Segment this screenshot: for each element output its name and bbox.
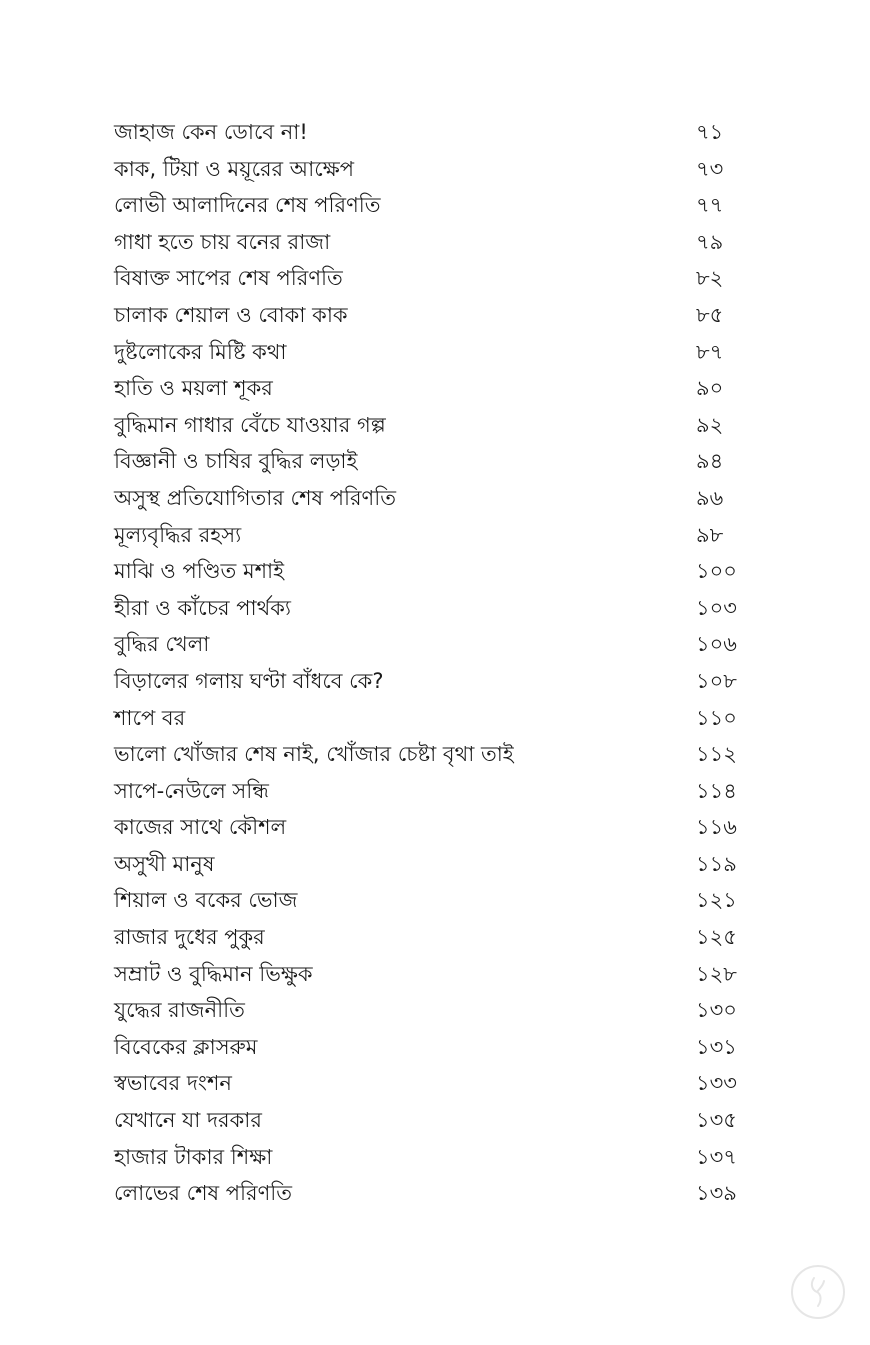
- toc-entry-page: ৯২: [696, 412, 724, 437]
- toc-entry-page: ১৩৯: [696, 1181, 737, 1206]
- toc-entry: [114, 334, 754, 371]
- toc-entry: [114, 736, 754, 773]
- toc-entry-title: জাহাজ কেন ডোবে না!: [114, 120, 308, 144]
- toc-entry: [114, 992, 754, 1029]
- toc-entry-title: শাপে বর: [114, 705, 186, 730]
- toc-entry-page: ৮৭: [696, 339, 724, 364]
- toc-entry: [114, 370, 754, 407]
- toc-entry: [114, 517, 754, 554]
- toc-entry: [114, 480, 754, 517]
- toc-entry-page: ৮৫: [696, 302, 724, 327]
- toc-entry-page: ১১৯: [696, 851, 737, 876]
- toc-entry: [114, 1029, 754, 1066]
- toc-entry: [114, 297, 754, 334]
- toc-entry: [114, 187, 754, 224]
- toc-entry-page: ১১৪: [696, 778, 737, 803]
- toc-entry-title: স্বভাবের দংশন: [114, 1071, 232, 1096]
- toc-entry-title: হীরা ও কাঁচের পার্থক্য: [114, 595, 291, 620]
- toc-entry: [114, 1102, 754, 1139]
- toc-entry-page: ১৩৭: [696, 1144, 737, 1169]
- toc-entry-title: লোভী আলাদিনের শেষ পরিণতি: [114, 193, 381, 218]
- toc-entry-page: ৯৬: [696, 485, 724, 510]
- toc-entry: [114, 553, 754, 590]
- toc-entry-page: ১১৬: [696, 815, 737, 840]
- toc-entry-title: বুদ্ধির খেলা: [114, 632, 210, 657]
- toc-entry-title: দুষ্টলোকের মিষ্টি কথা: [114, 339, 287, 364]
- toc-entry-page: ১২৮: [696, 961, 737, 986]
- publisher-logo-icon: [790, 1264, 846, 1320]
- toc-entry-title: হাতি ও ময়লা শূকর: [114, 376, 273, 401]
- toc-entry: [114, 773, 754, 810]
- toc-entry-page: ১৩১: [696, 1034, 737, 1059]
- toc-entry-title: বিষাক্ত সাপের শেষ পরিণতি: [114, 266, 343, 291]
- toc-entry-title: রাজার দুধের পুকুর: [114, 925, 265, 950]
- toc-entry: [114, 260, 754, 297]
- toc-entry-page: ৭৯: [696, 229, 724, 254]
- toc-entry: [114, 700, 754, 737]
- toc-entry-title: গাধা হতে চায় বনের রাজা: [114, 229, 331, 254]
- toc-entry-page: ১০৩: [696, 595, 737, 620]
- toc-entry: [114, 1139, 754, 1176]
- toc-entry-page: ১১২: [696, 742, 737, 767]
- toc-entry-page: ১০৬: [696, 632, 737, 657]
- toc-entry: [114, 626, 754, 663]
- toc-entry-title: লোভের শেষ পরিণতি: [114, 1181, 293, 1206]
- toc-entry-page: ১৩৫: [696, 1108, 737, 1133]
- toc-entry-page: ৮২: [696, 266, 724, 291]
- toc-entry-page: ১৩০: [696, 998, 737, 1023]
- toc-entry-page: ১২১: [696, 888, 737, 913]
- toc-entry: [114, 846, 754, 883]
- toc-entry: [114, 919, 754, 956]
- toc-entry: [114, 407, 754, 444]
- table-of-contents: [114, 114, 754, 1212]
- toc-entry-page: ৭১: [696, 120, 724, 144]
- toc-entry: [114, 809, 754, 846]
- toc-entry-title: হাজার টাকার শিক্ষা: [114, 1144, 273, 1169]
- toc-entry-page: ১১০: [696, 705, 737, 730]
- toc-entry-title: সম্রাট ও বুদ্ধিমান ভিক্ষুক: [114, 961, 313, 986]
- toc-entry-title: অসুখী মানুষ: [114, 851, 215, 876]
- toc-entry-title: বিড়ালের গলায় ঘণ্টা বাঁধবে কে?: [114, 668, 384, 693]
- toc-entry: [114, 443, 754, 480]
- toc-entry-page: ১৩৩: [696, 1071, 737, 1096]
- toc-entry: [114, 956, 754, 993]
- toc-entry: [114, 151, 754, 188]
- toc-entry: [114, 882, 754, 919]
- toc-entry-title: মাঝি ও পণ্ডিত মশাই: [114, 559, 285, 584]
- toc-entry-title: চালাক শেয়াল ও বোকা কাক: [114, 302, 348, 327]
- toc-entry-title: যুদ্ধের রাজনীতি: [114, 998, 245, 1023]
- toc-entry: [114, 1065, 754, 1102]
- toc-entry: [114, 1175, 754, 1212]
- toc-entry-title: কাক, টিয়া ও ময়ূরের আক্ষেপ: [114, 156, 354, 181]
- toc-entry-page: ৯৪: [696, 449, 724, 474]
- toc-entry: [114, 114, 754, 151]
- toc-entry-page: ৭৩: [696, 156, 724, 181]
- toc-entry-title: বিবেকের ক্লাসরুম: [114, 1034, 258, 1059]
- toc-entry-title: বুদ্ধিমান গাধার বেঁচে যাওয়ার গল্প: [114, 412, 386, 437]
- toc-entry-title: মূল্যবৃদ্ধির রহস্য: [114, 522, 242, 547]
- toc-entry: [114, 224, 754, 261]
- toc-entry-title: সাপে-নেউলে সন্ধি: [114, 778, 269, 803]
- toc-entry-title: অসুস্থ প্রতিযোগিতার শেষ পরিণতি: [114, 485, 397, 510]
- toc-entry-title: শিয়াল ও বকের ভোজ: [114, 888, 298, 913]
- toc-entry-page: ১২৫: [696, 925, 737, 950]
- toc-entry-page: ৯৮: [696, 522, 724, 547]
- toc-entry: [114, 590, 754, 627]
- toc-entry-title: যেখানে যা দরকার: [114, 1108, 262, 1133]
- toc-entry-title: কাজের সাথে কৌশল: [114, 815, 287, 840]
- toc-entry-title: ভালো খোঁজার শেষ নাই, খোঁজার চেষ্টা বৃথা তাই: [114, 742, 514, 767]
- toc-entry-title: বিজ্ঞানী ও চাষির বুদ্ধির লড়াই: [114, 449, 358, 474]
- toc-entry-page: ৭৭: [696, 193, 724, 218]
- toc-entry-page: ১০৮: [696, 668, 737, 693]
- toc-entry-page: ১০০: [696, 559, 737, 584]
- toc-entry-page: ৯০: [696, 376, 724, 401]
- toc-entry: [114, 663, 754, 700]
